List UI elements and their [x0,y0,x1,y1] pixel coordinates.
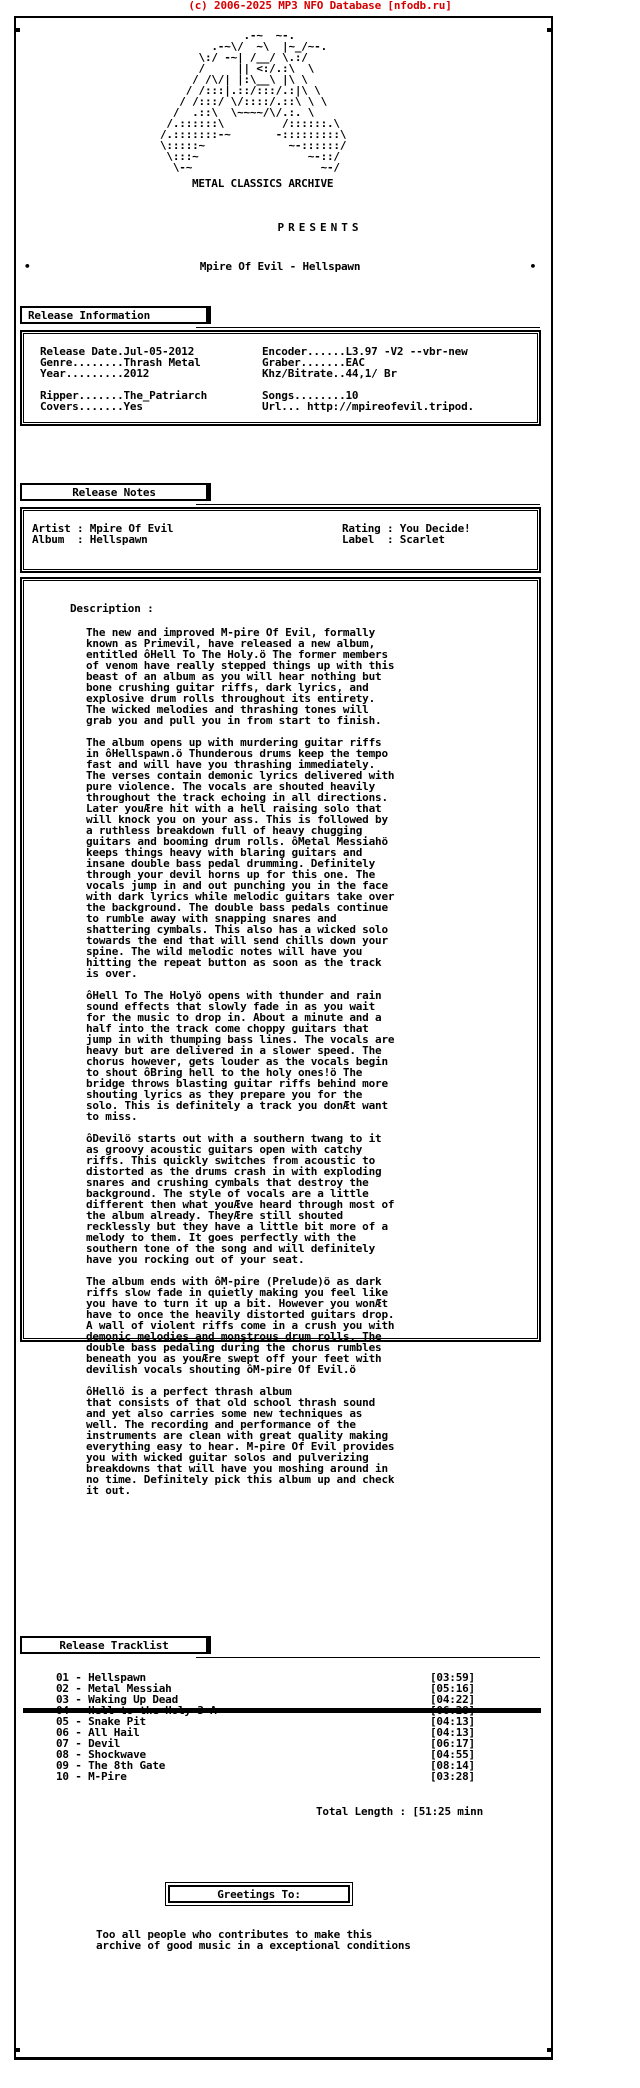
description-paragraph: ôHell To The Holyö opens with thunder and rain sound effects that slowly fade in as you wait for the music to drop in. About a minute and a half into the track come choppy guitars that jump in with thumping bass lines. The vocals are heavy but are delivered in a slower speed. The chorus however, gets louder as the vocals begin to shout ôBring hell to the holy ones!ö The bridge throws blasting guitar riffs behind more shouting lyrics as they prepare you for the solo. This is definitely a track you donÆt want to miss. [86,989,395,1123]
track-length: [03:59] [430,1671,475,1684]
presents-heading: PRESENTS [277,221,363,234]
greetings-text: Too all people who contributes to make this archive of good music in a exceptional conditions [96,1928,411,1952]
tracklist [56,1672,496,1782]
info-right-column: Encoder......L3.97 -V2 --vbr-new Graber.......EAC Khz/Bitrate..44,1/ Br Songs........10 Url... http://mpireofevil.tripod. [262,345,474,413]
section-rule [196,504,540,505]
info-left-column: Release Date.Jul-05-2012 Genre........Thrash Metal Year.........2012 Ripper.......The_Patriarch Covers.......Yes [40,345,207,413]
track-title: 06 - All Hail [56,1726,140,1739]
greetings-label: Greetings To: [217,1888,301,1901]
tracklist-row [56,1771,496,1782]
description-heading: Description : [70,602,154,615]
release-title: Mpire Of Evil - Hellspawn [199,260,361,273]
description-paragraph: The new and improved M-pire Of Evil, formally known as Primevil, have released a new album, entitled ôHell To The Holy.ö The former members of venom have really stepped things up with this beast of an album as you will hear nothing but bone crushing guitar riffs, dark lyrics, and explosive drum rolls throughout its entirety. The wicked melodies and thrashing tones will grab you and pull you in from start to finish. [86,626,395,727]
tab-greetings [168,1885,350,1903]
track-length: [05:16] [430,1682,475,1695]
track-title: 03 - Waking Up Dead [56,1693,179,1706]
tab-release-information [20,306,208,324]
divider-bar [23,1708,541,1713]
album-line: Album : Hellspawn [32,533,148,546]
corner-dot-bottom-left [16,2048,20,2052]
credit-link[interactable]: (c) 2006-2025 MP3 NFO Database [nfodb.ru] [188,0,452,12]
track-title: 01 - Hellspawn [56,1671,146,1684]
track-length: [08:14] [430,1759,475,1772]
total-length: Total Length : [51:25 minn [316,1805,483,1818]
release-notes-box [20,507,541,573]
release-information-label: Release Information [28,309,151,322]
section-rule [196,1657,540,1658]
track-length: [04:22] [430,1693,475,1706]
tab-release-notes [20,483,208,501]
description-box [20,577,541,1497]
release-notes-label: Release Notes [72,486,156,499]
track-title: 07 - Devil [56,1737,121,1750]
corner-dot-top-right [547,28,551,32]
track-title: 05 - Snake Pit [56,1715,146,1728]
track-length: [04:13] [430,1726,475,1739]
release-tracklist-label: Release Tracklist [59,1639,169,1652]
artist-line: Artist : Mpire Of Evil [32,522,174,535]
track-title: 09 - The 8th Gate [56,1759,166,1772]
description-paragraph: The album ends with ôM-pire (Prelude)ö as dark riffs slow fade in quietly making you feel like you have to turn it up a bit. However you wonÆt have to once the heavily distorted guitars drop. A wall of violent riffs come in a crush you with demonic melodies and monstrous drum rolls. The double bass pedaling during the chorus rumbles beneath you as youÆre swept off your feet with devilish vocals shouting ôM-pire Of Evil.ö [86,1275,395,1376]
corner-dot-top-left [16,28,20,32]
logo-ascii-art: .-~ ~-. .-~\/ ~\ |~_/~-. \:/ -~| /__/ \.:/ / || <:/.:\ \ / /\/| |:\__\ |\ \ / /:::|.::/:::/.:|\ \ / /:::/ \/::::/.::\ \ \ / .::\ \~~~~/\/.:. \ /.::::::\ /::::::.\ /.:::::::-~ -:::::::::\ \:::::~ ~-::::::/ \:::~ ~-::/ \-~ ~-/ [160,29,347,174]
track-length: [03:28] [430,1770,475,1783]
tab-release-tracklist [20,1636,208,1654]
track-title: 02 - Metal Messiah [56,1682,172,1695]
rating-line: Rating : You Decide! [342,522,471,535]
description-body [86,627,394,1507]
track-title: 08 - Shockwave [56,1748,146,1761]
bullet-right: • [529,260,536,273]
rating-label-block [342,523,470,545]
bullet-left: • [24,260,31,273]
track-title: 10 - M-Pire [56,1770,127,1783]
label-line: Label : Scarlet [342,533,445,546]
logo-caption: METAL CLASSICS ARCHIVE [192,177,334,190]
description-paragraph: The album opens up with murdering guitar riffs in ôHellspawn.ö Thunderous drums keep the tempo fast and will have you thrashing immediately. The verses contain demonic lyrics delivered with pure violence. The vocals are shouted heavily throughout the track echoing in all directions. Later youÆre hit with a hell raising solo that will knock you on your ass. This is followed by a ruthless breakdown full of heavy chugging guitars and booming drum rolls. ôMetal Messiahö keeps things heavy with blaring guitars and insane double bass pedal drumming. Definitely through your devil horns up for this one. The vocals jump in and out punching you in the face with dark lyrics while melodic guitars take over the background. The double bass pedals continue to rumble away with snapping snares and shattering cymbals. This also has a wicked solo towards the end that will send chills down your spine. The wild melodic notes will have you hitting the repeat button as soon as the track is over. [86,736,395,980]
track-length: [04:13] [430,1715,475,1728]
description-paragraph: ôHellö is a perfect thrash album that consists of that old school thrash sound and yet also carries some new techniques as well. The recording and performance of the instruments are clean with great quality making everything easy to hear. M-pire Of Evil provides you with wicked guitar solos and pulverizing breakdowns that will have you moshing around in no time. Definitely pick this album up and check it out. [86,1385,395,1497]
track-length: [06:17] [430,1737,475,1750]
section-rule [196,327,540,328]
artist-album-block [32,523,173,545]
corner-dot-bottom-right [547,2048,551,2052]
description-paragraph: ôDevilö starts out with a southern twang to it as groovy acoustic guitars open with catchy riffs. This quickly switches from acoustic to distorted as the drums crash in with exploding snares and crushing cymbals that destroy the background. The style of vocals are a little different then what youÆve heard through most of the album already. TheyÆre still shouted recklessly but they have a little bit more of a melody to them. It goes perfectly with the southern tone of the song and will definitely have you rocking out of your seat. [86,1132,395,1266]
track-length: [04:55] [430,1748,475,1761]
release-info-box [20,330,541,426]
